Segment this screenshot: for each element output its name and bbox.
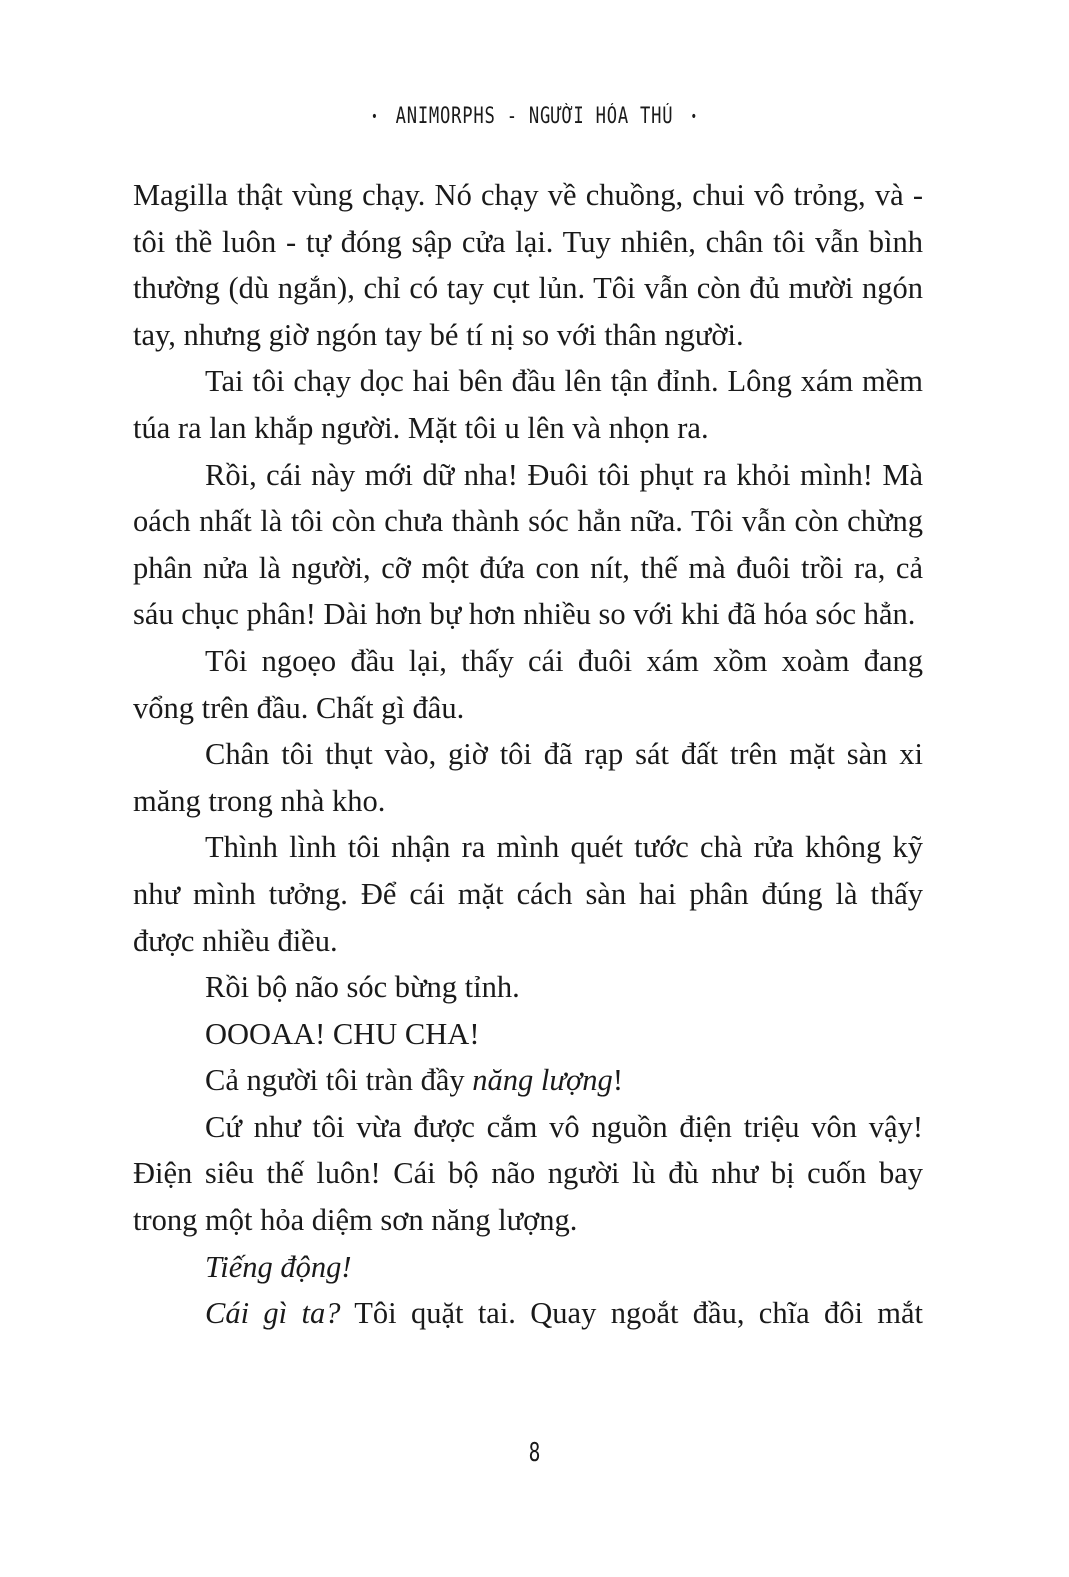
paragraph-9-end: ! — [612, 1063, 623, 1098]
paragraph-1: Magilla thật vùng chạy. Nó chạy về chuồng, chui vô trỏng, và - tôi thề luôn - tự đóng sập cửa lại. Tuy nhiên, chân tôi vẫn bình thường (dù ngắn), chỉ có tay cụt lủn. Tôi vẫn còn đủ mười ngón tay, nhưng giờ ngón tay bé tí nị so với thân người. — [133, 178, 923, 352]
paragraph-12-text: Tôi quặt tai. Quay ngoắt đầu, chĩa đôi mắt — [340, 1296, 924, 1331]
body-text — [133, 172, 923, 1337]
paragraph-11-emphasis: Tiếng động! — [205, 1249, 352, 1284]
paragraph-8: OOOAA! CHU CHA! — [205, 1016, 480, 1051]
header-title: ANIMORPHS - NGƯỜI HÓA THÚ — [395, 104, 674, 129]
paragraph-10: Cứ như tôi vừa được cắm vô nguồn điện triệu vôn vậy! Điện siêu thế luôn! Cái bộ não người lù đù như bị cuốn bay trong một hỏa diệm sơn năng lượng. — [133, 1109, 923, 1238]
paragraph-4: Tôi ngoẹo đầu lại, thấy cái đuôi xám xồm xoàm đang vổng trên đầu. Chất gì đâu. — [133, 643, 923, 725]
paragraph-12 — [133, 1290, 923, 1337]
paragraph-11 — [133, 1244, 923, 1291]
running-header — [118, 104, 952, 129]
paragraph-9 — [133, 1057, 923, 1104]
paragraph-6: Thình lình tôi nhận ra mình quét tước chà rửa không kỹ như mình tưởng. Để cái mặt cách sàn hai phân đúng là thấy được nhiều điều. — [133, 830, 923, 958]
page-number: 8 — [528, 1438, 541, 1468]
paragraph-9-text: Cả người tôi tràn đầy — [205, 1063, 473, 1098]
header-bullet-left: • — [371, 109, 379, 125]
paragraph-12-emphasis: Cái gì ta? — [205, 1296, 341, 1331]
paragraph-5: Chân tôi thụt vào, giờ tôi đã rạp sát đất trên mặt sàn xi măng trong nhà kho. — [133, 737, 923, 818]
paragraph-7: Rồi bộ não sóc bừng tỉnh. — [205, 970, 520, 1005]
paragraph-9-emphasis: năng lượng — [472, 1063, 613, 1098]
paragraph-2: Tai tôi chạy dọc hai bên đầu lên tận đỉnh. Lông xám mềm túa ra lan khắp người. Mặt tôi u lên và nhọn ra. — [133, 364, 923, 445]
header-bullet-right: • — [690, 109, 698, 125]
paragraph-3: Rồi, cái này mới dữ nha! Đuôi tôi phụt ra khỏi mình! Mà oách nhất là tôi còn chưa thành sóc hẳn nữa. Tôi vẫn còn chừng phân nửa là người, cỡ một đứa con nít, thế mà đuôi trồi ra, cả sáu chục phân! Dài hơn bự hơn nhiều so với khi đã hóa sóc hẳn. — [133, 457, 923, 632]
